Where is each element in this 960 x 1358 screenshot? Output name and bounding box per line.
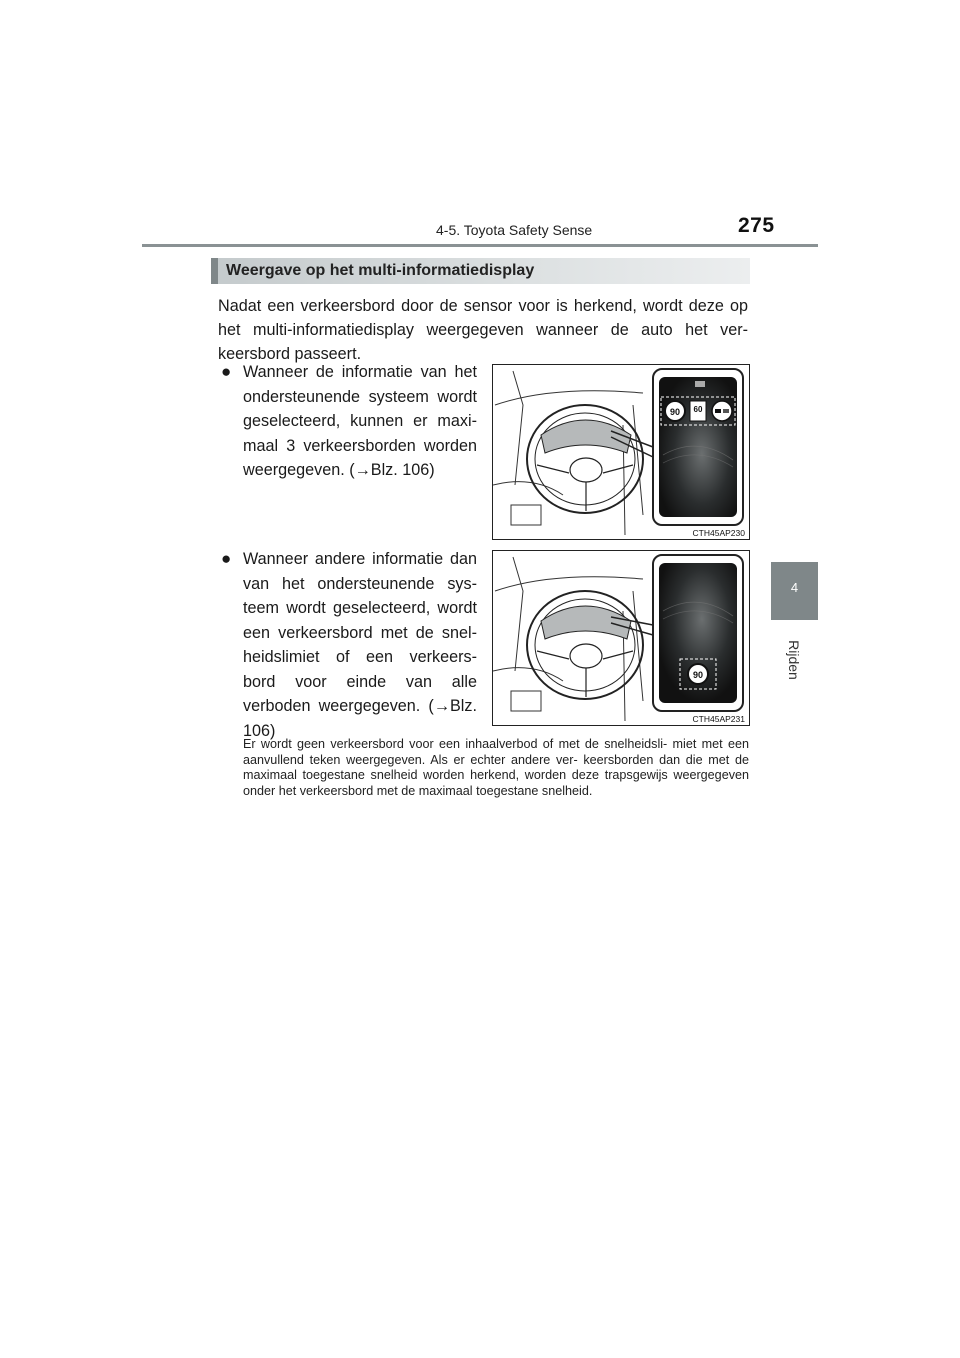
intro-paragraph: Nadat een verkeersbord door de sensor voor is herkend, wordt deze op het multi-informatiedisplay weergegeven wanneer de auto het ver- keersbord passeert. <box>218 297 748 363</box>
bullet-marker: ● <box>221 362 232 381</box>
section-heading-accent <box>211 258 218 284</box>
page-number: 275 <box>738 214 775 237</box>
car-icon <box>695 381 705 387</box>
bullet-text: Wanneer andere informatie dan van het ondersteunende sys- teem wordt geselecteerd, wordt een verkeersbord met de snel- heidslimiet of een verkeers- bord voor einde van alle verboden weergegeven. (→Blz. 106) <box>243 550 477 740</box>
bullet-item <box>221 547 477 743</box>
header-divider <box>142 244 818 247</box>
speed-sign-label: 90 <box>692 670 704 680</box>
bullet-item <box>221 360 477 483</box>
note-paragraph: Er wordt geen verkeersbord voor een inhaalverbod of met de snelheidsli- miet met een aanvullend teken weergegeven. Als er echter andere ver- keersborden dan die met de maximaal toegestane snelheid worden herkend, worden deze trapsgewijs weergegeven onder het verkeersbord met de maximaal toegestane snelheid. <box>243 737 749 798</box>
dashboard-illustration-1 <box>493 365 749 539</box>
section-heading-bar <box>211 258 750 284</box>
figure-code: CTH45AP231 <box>692 714 745 724</box>
bullet-marker: ● <box>221 549 232 568</box>
section-title: Weergave op het multi-informatiedisplay <box>226 262 535 279</box>
speed-sign-label: 90 <box>669 407 681 417</box>
chapter-label: Rijden <box>786 640 802 680</box>
dashboard-illustration-2 <box>493 551 749 725</box>
chapter-number: 4 <box>790 580 799 595</box>
dashboard-drawing <box>493 551 749 725</box>
figure-code: CTH45AP230 <box>692 528 745 538</box>
bullet-text: Wanneer de informatie van het ondersteunende systeem wordt geselecteerd, kunnen er maxi- maal 3 verkeersborden worden weergegeven. (→Blz. 106) <box>243 363 477 479</box>
header-section-title: 4-5. Toyota Safety Sense <box>436 222 593 238</box>
dashboard-drawing <box>493 365 749 539</box>
chapter-tab <box>771 562 818 620</box>
speed-sign-label: 60 <box>693 405 703 414</box>
